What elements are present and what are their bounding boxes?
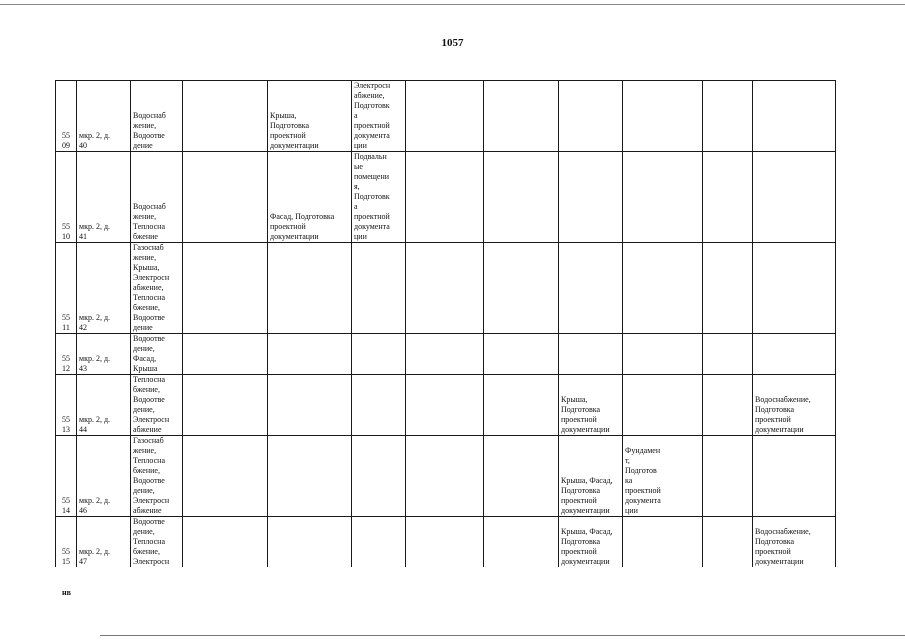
work-cell-11: [703, 517, 753, 568]
work-cell-9: [559, 436, 623, 517]
address-cell-text: мкр. 2, д. 40: [79, 131, 111, 150]
work-cell-12: [753, 81, 836, 152]
row-number: [56, 243, 77, 334]
work-cell-8: [484, 81, 559, 152]
address-cell: [77, 517, 131, 568]
systems-cell-text: Водоотве дение, Фасад, Крыша: [133, 334, 165, 373]
work-cell-9-text: Крыша, Фасад, Подготовка проектной документации: [561, 527, 613, 566]
work-cell-4: [183, 243, 268, 334]
work-cell-9-text: Крыша, Фасад, Подготовка проектной документации: [561, 476, 613, 515]
systems-cell-text: Водоснаб жение, Теплосна бжение: [133, 202, 166, 241]
work-cell-8: [484, 243, 559, 334]
table-row: [56, 334, 836, 375]
address-cell: [77, 81, 131, 152]
systems-cell-text: Теплосна бжение, Водоотве дение, Электросн абжение: [133, 375, 170, 434]
address-cell: [77, 436, 131, 517]
work-cell-6: [352, 375, 406, 436]
scan-edge-bottom: [100, 635, 905, 636]
work-cell-10: [623, 375, 703, 436]
work-cell-12: [753, 436, 836, 517]
work-cell-11: [703, 152, 753, 243]
systems-cell: [131, 152, 183, 243]
work-cell-7: [406, 517, 484, 568]
row-number-text: 55 12: [62, 354, 70, 373]
work-cell-11: [703, 81, 753, 152]
work-cell-10-text: Фундамен т, Подготов ка проектной документа ции: [625, 446, 661, 515]
systems-cell-text: Водоснаб жение, Водоотве дение: [133, 111, 166, 150]
work-cell-9: [559, 334, 623, 375]
work-cell-6: [352, 517, 406, 568]
work-cell-8: [484, 517, 559, 568]
work-cell-7: [406, 81, 484, 152]
row-number: [56, 81, 77, 152]
work-cell-6: [352, 152, 406, 243]
row-number-text: 55 11: [62, 313, 70, 332]
footer-mark: нв: [62, 588, 71, 597]
work-cell-5-text: Крыша, Подготовка проектной документации: [270, 111, 319, 150]
work-cell-5-text: Фасад, Подготовка проектной документации: [270, 212, 335, 241]
work-cell-7: [406, 334, 484, 375]
work-cell-7: [406, 436, 484, 517]
page-number: 1057: [441, 37, 464, 49]
work-cell-5: [268, 334, 352, 375]
scan-edge-top: [0, 4, 905, 5]
work-cell-9: [559, 152, 623, 243]
work-cell-10: [623, 152, 703, 243]
work-cell-8: [484, 436, 559, 517]
work-cell-5: [268, 81, 352, 152]
address-cell: [77, 375, 131, 436]
work-cell-6: [352, 334, 406, 375]
systems-cell: [131, 375, 183, 436]
work-cell-11: [703, 243, 753, 334]
work-cell-11: [703, 375, 753, 436]
work-cell-8: [484, 375, 559, 436]
work-cell-12: [753, 152, 836, 243]
row-number: [56, 436, 77, 517]
work-cell-5: [268, 517, 352, 568]
address-cell: [77, 334, 131, 375]
row-number-text: 55 10: [62, 222, 70, 241]
address-cell: [77, 152, 131, 243]
row-number: [56, 517, 77, 568]
row-number-text: 55 09: [62, 131, 70, 150]
work-cell-12: [753, 517, 836, 568]
work-cell-10: [623, 517, 703, 568]
work-cell-10: [623, 334, 703, 375]
row-number: [56, 152, 77, 243]
work-cell-6: [352, 81, 406, 152]
row-number-text: 55 14: [62, 496, 70, 515]
address-cell-text: мкр. 2, д. 47: [79, 547, 111, 566]
address-cell-text: мкр. 2, д. 41: [79, 222, 111, 241]
work-cell-10: [623, 243, 703, 334]
work-cell-12-text: Водоснабжение, Подготовка проектной документации: [755, 527, 811, 566]
work-cell-4: [183, 334, 268, 375]
systems-cell: [131, 243, 183, 334]
work-cell-6-text: Подвальн ые помещени я, Подготовк а проектной документа ции: [354, 152, 390, 241]
address-cell: [77, 243, 131, 334]
table-row: [56, 152, 836, 243]
row-number: [56, 375, 77, 436]
work-cell-6: [352, 243, 406, 334]
address-cell-text: мкр. 2, д. 46: [79, 496, 111, 515]
work-cell-11: [703, 334, 753, 375]
work-cell-9: [559, 375, 623, 436]
table-row: [56, 436, 836, 517]
table-row: [56, 81, 836, 152]
work-cell-7: [406, 152, 484, 243]
systems-cell-text: Газоснаб жение, Крыша, Электросн абжение, Теплосна бжение, Водоотве дение: [133, 243, 170, 332]
address-cell-text: мкр. 2, д. 44: [79, 415, 111, 434]
work-cell-5: [268, 152, 352, 243]
systems-cell: [131, 334, 183, 375]
work-cell-9: [559, 243, 623, 334]
housing-repair-table: [55, 80, 836, 567]
row-number-text: 55 15: [62, 547, 70, 566]
work-cell-12: [753, 243, 836, 334]
row-number: [56, 334, 77, 375]
work-cell-9: [559, 517, 623, 568]
work-cell-6: [352, 436, 406, 517]
systems-cell: [131, 436, 183, 517]
work-cell-10: [623, 436, 703, 517]
work-cell-5: [268, 243, 352, 334]
work-cell-5: [268, 375, 352, 436]
work-cell-7: [406, 375, 484, 436]
work-cell-6-text: Электросн абжение, Подготовк а проектной документа ции: [354, 81, 391, 150]
work-cell-12: [753, 334, 836, 375]
table-row: [56, 243, 836, 334]
work-cell-9-text: Крыша, Подготовка проектной документации: [561, 395, 610, 434]
work-cell-5: [268, 436, 352, 517]
table-row: [56, 517, 836, 568]
systems-cell-text: Водоотве дение, Теплосна бжение, Электросн: [133, 517, 170, 566]
work-cell-8: [484, 152, 559, 243]
systems-cell-text: Газоснаб жение, Теплосна бжение, Водоотве дение, Электросн абжение: [133, 436, 170, 515]
work-cell-10: [623, 81, 703, 152]
address-cell-text: мкр. 2, д. 42: [79, 313, 111, 332]
work-cell-7: [406, 243, 484, 334]
work-cell-12: [753, 375, 836, 436]
work-cell-4: [183, 152, 268, 243]
work-cell-4: [183, 436, 268, 517]
work-cell-4: [183, 517, 268, 568]
table-row: [56, 375, 836, 436]
systems-cell: [131, 517, 183, 568]
work-cell-11: [703, 436, 753, 517]
work-cell-4: [183, 375, 268, 436]
work-cell-8: [484, 334, 559, 375]
systems-cell: [131, 81, 183, 152]
address-cell-text: мкр. 2, д. 43: [79, 354, 111, 373]
work-cell-12-text: Водоснабжение, Подготовка проектной документации: [755, 395, 811, 434]
work-cell-4: [183, 81, 268, 152]
row-number-text: 55 13: [62, 415, 70, 434]
work-cell-9: [559, 81, 623, 152]
